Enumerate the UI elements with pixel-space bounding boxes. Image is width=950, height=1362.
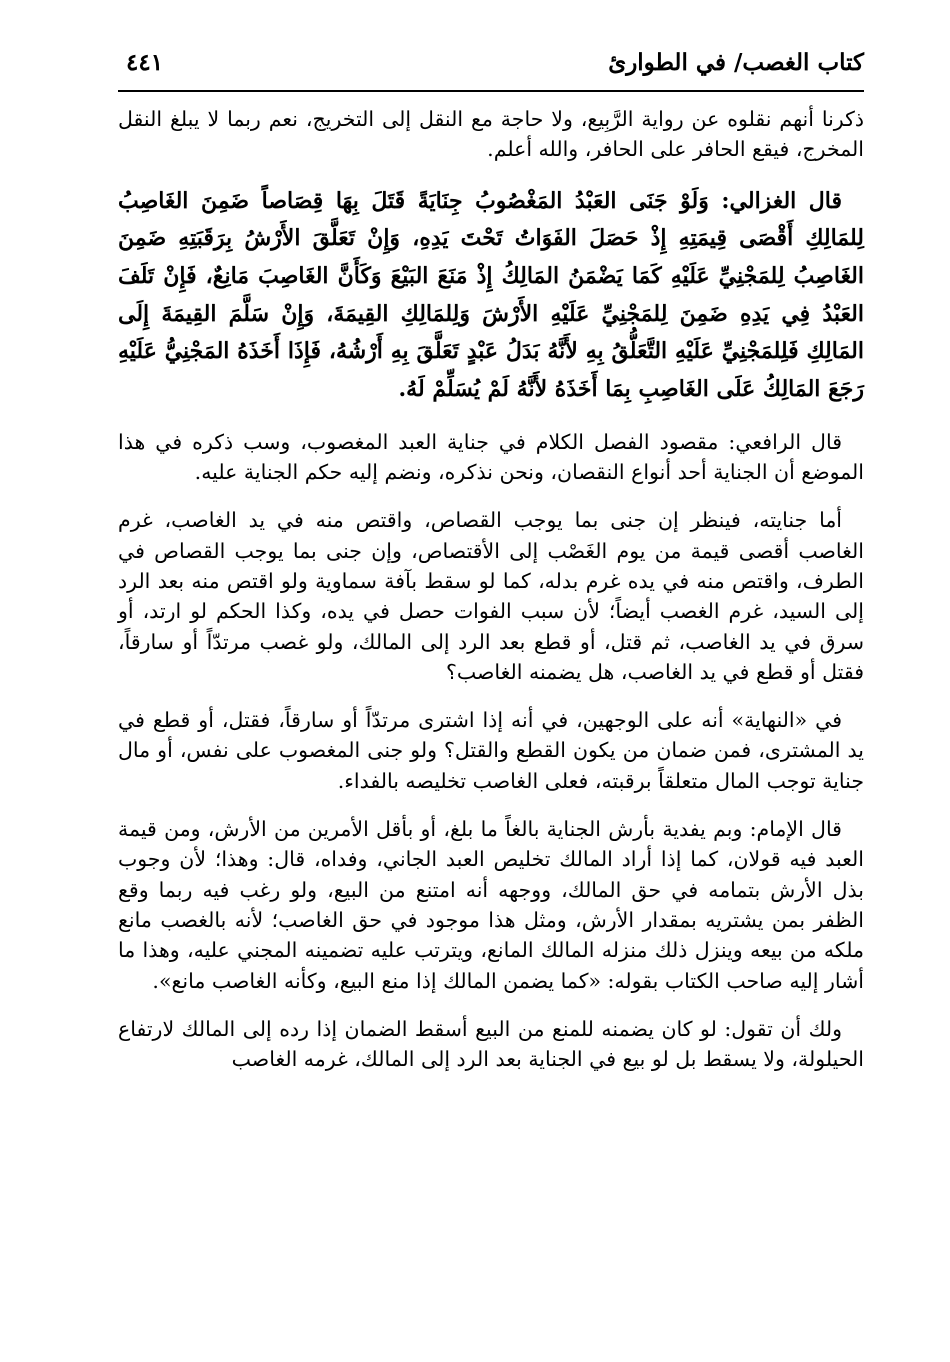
paragraph-crime-of-slave: أما جنايته، فينظر إن جنى بما يوجب القصاص، واقتص منه في يد الغاصب، غرم الغاصب أقصى قيمة من يوم الغَصْب إلى الأقتصاص، وإن جنى بما يوجب القصاص في الطرف، واقتص منه في يده غرم بدله، كما لو سقط بآفة سماوية ولو اقتص منه بعد الرد إلى السيد، غرم الغصب أيضاً؛ لأن سبب الفوات حصل في يده، وكذا الحكم لو ارتد، أو سرق في يد الغاصب، ثم قتل، أو قطع بعد الرد إلى المالك، ولو غصب مرتدّاً أو سارقاً، فقتل أو قطع في يد الغاصب، هل يضمنه الغاصب؟ <box>118 508 864 684</box>
paragraph-objection: ولك أن تقول: لو كان يضمنه للمنع من البيع أسقط الضمان إذا رده إلى المالك لارتفاع الحيلولة، ولا يسقط بل لو بيع في الجناية بعد الرد إلى المالك، غرمه الغاصب <box>118 1016 864 1072</box>
paragraph-rafii-intro: قال الرافعي: مقصود الفصل الكلام في جناية العبد المغصوب، وسب ذكره في هذا الموضع أن الجناية أحد أنواع النقصان، ونحن نذكره، ونضم إليه حكم الجناية عليه. <box>118 429 864 485</box>
paragraph-continuation: ذكرنا أنهم نقلوه عن رواية الرَّبِيع، ولا حاجة مع النقل إلى التخريج، نعم ربما لا يبلغ النقل المخرج، فيقع الحافر على الحافر، والله أعلم. <box>118 107 864 162</box>
page-body <box>118 104 864 1074</box>
paragraph-ghazali-text: قال الغزالي: وَلَوْ جَنَى العَبْدُ المَغْصُوبُ جِنَايَةً قَتَلَ بِهَا قِصَاصاً ضَمِنَ الغَاصِبُ لِلمَالِكِ أَقْصَى قِيمَتِهِ إِذْ حَصَلَ الفَوَاتُ تَحْتَ يَدِهِ، وَإِنْ تَعَلَّقَ الأَرْشُ بِرَقَبَتِهِ ضَمِنَ الغَاصِبُ لِلمَجْنِيِّ عَلَيْهِ كَمَا يَضْمَنُ المَالِكُ إِذْ مَنَعَ البَيْعَ وَكَأَنَّ الغَاصِبَ مَانِعٌ، فَإِنْ تَلَفَ العَبْدُ فِي يَدِهِ ضَمِنَ لِلمَجْنِيِّ عَلَيْهِ الأَرْشَ وَلِلمَالِكِ القِيمَةَ، وَإِنْ سَلَّمَ القِيمَةَ إِلَى المَالِكِ فَلِلمَجْنِيِّ عَلَيْهِ التَّعَلُّقُ بِهِ لأَنَّهُ بَدَلُ عَبْدٍ تَعَلَّقَ بِهِ أَرْشُهُ، فَإِذَا أَخَذَهُ المَجْنِيُّ عَلَيْهِ رَجَعَ المَالِكُ عَلَى الغَاصِبِ بِمَا أَخَذَهُ لأَنَّهُ لَمْ يُسَلِّمْ لَهُ. <box>118 187 864 403</box>
page-header <box>118 48 864 92</box>
paragraph-imam: قال الإمام: وبم يفدية بأرش الجناية بالغاً ما بلغ، أو بأقل الأمرين من الأرش، ومن قيمة العبد فيه قولان، كما إذا أراد المالك تخليص العبد الجاني، وفداه، قال: وهذا؛ لأن وجوب بذل الأرش بتمامه في حق المالك، ووجهه أنه امتنع من البيع، ولو رغب فيه ربما وقع الظفر بمن يشتريه بمقدار الأرش، ومثل هذا موجود في حق الغاصب؛ لأنه بالغصب مانع ملكه من بيعه وينزل ذلك منزله المالك المانع، ويترتب عليه تضمينه المجني عليه، وهذا ما أشار إليه صاحب الكتاب بقوله: «كما يضمن المالك إذا منع البيع، وكأنه الغاصب مانع». <box>118 817 864 993</box>
paragraph-nihaya: في «النهاية» أنه على الوجهين، في أنه إذا اشترى مرتدّاً أو سارقاً، فقتل، أو قطع في يد المشترى، فمن ضمان من يكون القطع والقتل؟ ولو جنى المغصوب على نفس، أو مال جناية توجب المال متعلقاً برقبته، فعلى الغاصب تخليصه بالفداء. <box>118 708 864 793</box>
running-title: كتاب الغصب/ في الطوارئ <box>608 49 864 76</box>
page-number: ٤٤١ <box>126 49 164 76</box>
